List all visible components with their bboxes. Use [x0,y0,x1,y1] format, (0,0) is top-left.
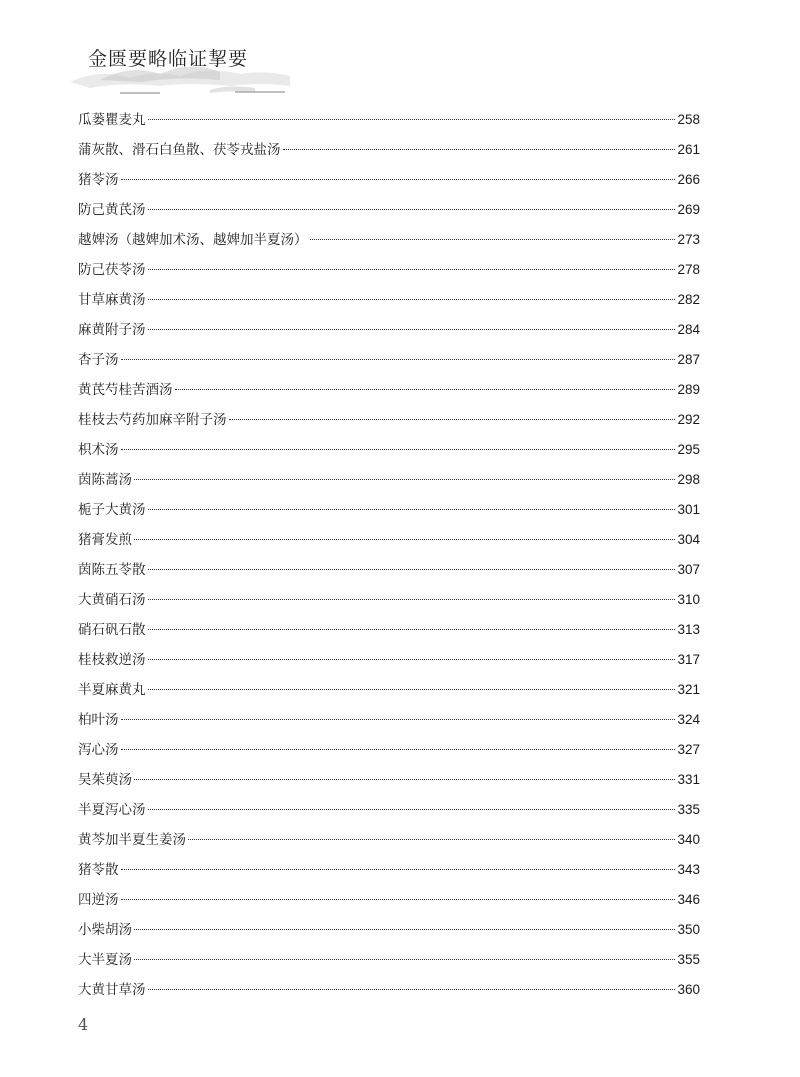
dot-leader [283,149,676,150]
toc-entry [78,915,700,945]
toc-entry-title: 四逆汤 [78,892,119,908]
dot-leader [148,119,676,120]
dot-leader [121,869,676,870]
toc-entry-title: 杏子汤 [78,352,119,368]
toc-entry-page: 355 [677,952,700,967]
toc-entry-title: 茵陈五苓散 [78,562,146,578]
dot-leader [134,959,675,960]
toc-entry [78,765,700,795]
dot-leader [148,569,676,570]
toc-entry-page: 307 [677,562,700,577]
toc-entry-title: 大半夏汤 [78,952,132,968]
toc-entry-page: 261 [677,142,700,157]
toc-entry-title: 半夏泻心汤 [78,802,146,818]
dot-leader [121,359,676,360]
toc-entry-page: 335 [677,802,700,817]
toc-entry-title: 猪膏发煎 [78,532,132,548]
toc-entry [78,525,700,555]
toc-entry-page: 278 [677,262,700,277]
toc-entry-page: 350 [677,922,700,937]
toc-entry-title: 柏叶汤 [78,712,119,728]
toc-entry-title: 防己茯苓汤 [78,262,146,278]
toc-entry-title: 茵陈蒿汤 [78,472,132,488]
dot-leader [121,449,676,450]
toc-entry [78,615,700,645]
toc-entry [78,195,700,225]
dot-leader [148,629,676,630]
dot-leader [148,809,676,810]
dot-leader [134,779,675,780]
toc-entry-title: 蒲灰散、滑石白鱼散、茯苓戎盐汤 [78,142,281,158]
toc-entry-title: 硝石矾石散 [78,622,146,638]
toc-entry-title: 猪苓汤 [78,172,119,188]
dot-leader [148,659,676,660]
toc-entry-page: 298 [677,472,700,487]
dot-leader [148,509,676,510]
toc-entry [78,225,700,255]
dot-leader [148,989,676,990]
dot-leader [175,389,676,390]
dot-leader [121,899,676,900]
toc-entry [78,135,700,165]
dot-leader [121,749,676,750]
toc-entry-title: 吴茱萸汤 [78,772,132,788]
toc-entry-page: 346 [677,892,700,907]
toc-entry-title: 黄芩加半夏生姜汤 [78,832,186,848]
dot-leader [188,839,675,840]
toc-entry-page: 343 [677,862,700,877]
dot-leader [148,689,676,690]
dot-leader [148,329,676,330]
toc-entry-page: 340 [677,832,700,847]
toc-entry-page: 284 [677,322,700,337]
toc-entry [78,255,700,285]
toc-entry [78,165,700,195]
toc-entry-title: 猪苓散 [78,862,119,878]
toc-entry-title: 越婢汤（越婢加术汤、越婢加半夏汤） [78,232,308,248]
toc-entry-page: 287 [677,352,700,367]
toc-entry [78,285,700,315]
toc-entry [78,795,700,825]
toc-entry [78,585,700,615]
toc-entry [78,885,700,915]
toc-entry-page: 324 [677,712,700,727]
toc-entry [78,645,700,675]
toc-entry-page: 301 [677,502,700,517]
toc-entry [78,675,700,705]
toc-entry [78,735,700,765]
toc-entry-title: 麻黄附子汤 [78,322,146,338]
toc-entry [78,405,700,435]
dot-leader [310,239,676,240]
toc-entry-page: 304 [677,532,700,547]
toc-entry-title: 泻心汤 [78,742,119,758]
toc-entry [78,855,700,885]
dot-leader [134,539,675,540]
table-of-contents [78,105,700,1005]
toc-entry-title: 半夏麻黄丸 [78,682,146,698]
running-header [60,30,300,100]
toc-entry-page: 266 [677,172,700,187]
toc-entry [78,375,700,405]
toc-entry-page: 295 [677,442,700,457]
page-number: 4 [78,1015,89,1034]
dot-leader [121,719,676,720]
toc-entry-title: 瓜蒌瞿麦丸 [78,112,146,128]
toc-entry [78,105,700,135]
toc-entry [78,705,700,735]
dot-leader [134,479,675,480]
toc-entry-page: 327 [677,742,700,757]
header-title: 金匮要略临证挈要 [88,48,249,70]
dot-leader [229,419,676,420]
toc-entry [78,555,700,585]
toc-entry-page: 313 [677,622,700,637]
toc-entry-page: 258 [677,112,700,127]
dot-leader [134,929,675,930]
toc-entry-page: 310 [677,592,700,607]
toc-entry-title: 防己黄芪汤 [78,202,146,218]
toc-entry-title: 桂枝救逆汤 [78,652,146,668]
toc-entry-page: 331 [677,772,700,787]
toc-entry-page: 321 [677,682,700,697]
dot-leader [148,599,676,600]
toc-entry-page: 360 [677,982,700,997]
toc-entry-title: 大黄硝石汤 [78,592,146,608]
dot-leader [148,269,676,270]
toc-entry-page: 317 [677,652,700,667]
toc-entry-title: 黄芪芍桂苦酒汤 [78,382,173,398]
toc-entry [78,315,700,345]
toc-entry-title: 小柴胡汤 [78,922,132,938]
toc-entry [78,435,700,465]
toc-entry-page: 273 [677,232,700,247]
toc-entry-title: 大黄甘草汤 [78,982,146,998]
toc-entry [78,945,700,975]
toc-entry-page: 269 [677,202,700,217]
toc-entry-title: 甘草麻黄汤 [78,292,146,308]
toc-entry-page: 282 [677,292,700,307]
toc-entry [78,975,700,1005]
toc-entry [78,495,700,525]
toc-entry-title: 桂枝去芍药加麻辛附子汤 [78,412,227,428]
dot-leader [121,179,676,180]
dot-leader [148,209,676,210]
toc-entry [78,465,700,495]
toc-entry-title: 枳术汤 [78,442,119,458]
toc-entry [78,825,700,855]
toc-entry [78,345,700,375]
toc-entry-title: 栀子大黄汤 [78,502,146,518]
dot-leader [148,299,676,300]
toc-entry-page: 289 [677,382,700,397]
toc-entry-page: 292 [677,412,700,427]
